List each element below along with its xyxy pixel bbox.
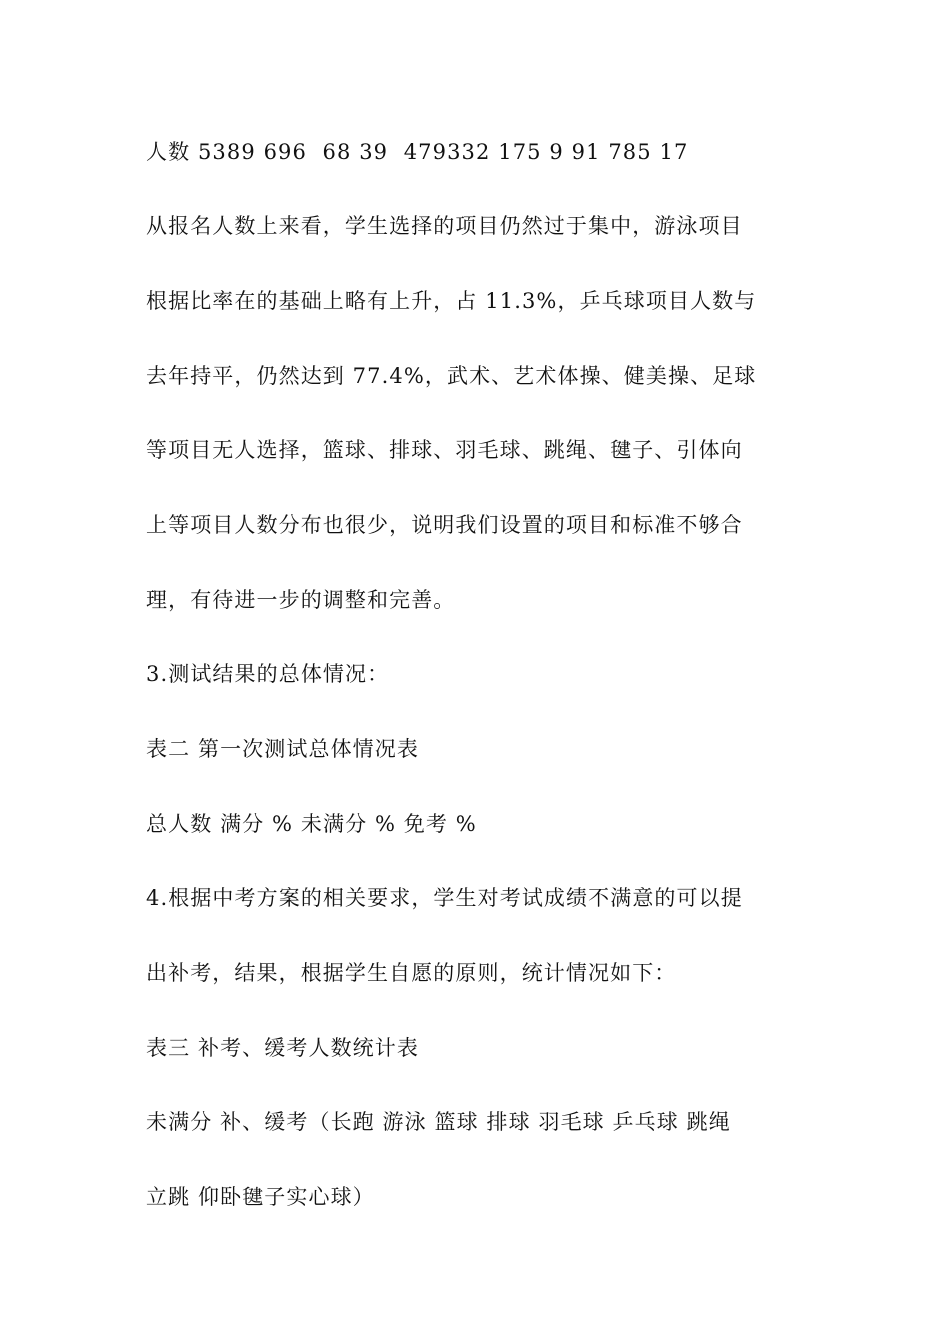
table-two-header-row: 总人数 满分 % 未满分 % 免考 % (146, 812, 477, 836)
paragraph-line: 根据比率在的基础上略有上升，占 11.3%，乒乓球项目人数与 (146, 289, 757, 313)
paragraph-line: 去年持平，仍然达到 77.4%，武术、艺术体操、健美操、足球 (146, 364, 757, 388)
section-paragraph-line: 出补考，结果，根据学生自愿的原则，统计情况如下： (146, 961, 677, 985)
paragraph-line: 从报名人数上来看，学生选择的项目仍然过于集中，游泳项目 (146, 214, 743, 238)
table-three-header-row-continued: 立跳 仰卧毽子实心球） (146, 1185, 375, 1209)
section-heading: 3.测试结果的总体情况： (146, 662, 390, 686)
section-paragraph-line: 4.根据中考方案的相关要求，学生对考试成绩不满意的可以提 (146, 886, 743, 910)
table-one-count-row: 人数 5389 696 68 39 479332 175 9 91 785 17 (146, 140, 689, 164)
paragraph-line: 理，有待进一步的调整和完善。 (146, 588, 456, 612)
table-three-title: 表三 补考、缓考人数统计表 (146, 1036, 419, 1060)
paragraph-line: 等项目无人选择，篮球、排球、羽毛球、跳绳、毽子、引体向 (146, 438, 743, 462)
paragraph-line: 上等项目人数分布也很少，说明我们设置的项目和标准不够合 (146, 513, 743, 537)
table-three-header-row: 未满分 补、缓考（长跑 游泳 篮球 排球 羽毛球 乒乓球 跳绳 (146, 1110, 731, 1134)
table-two-title: 表二 第一次测试总体情况表 (146, 737, 419, 761)
